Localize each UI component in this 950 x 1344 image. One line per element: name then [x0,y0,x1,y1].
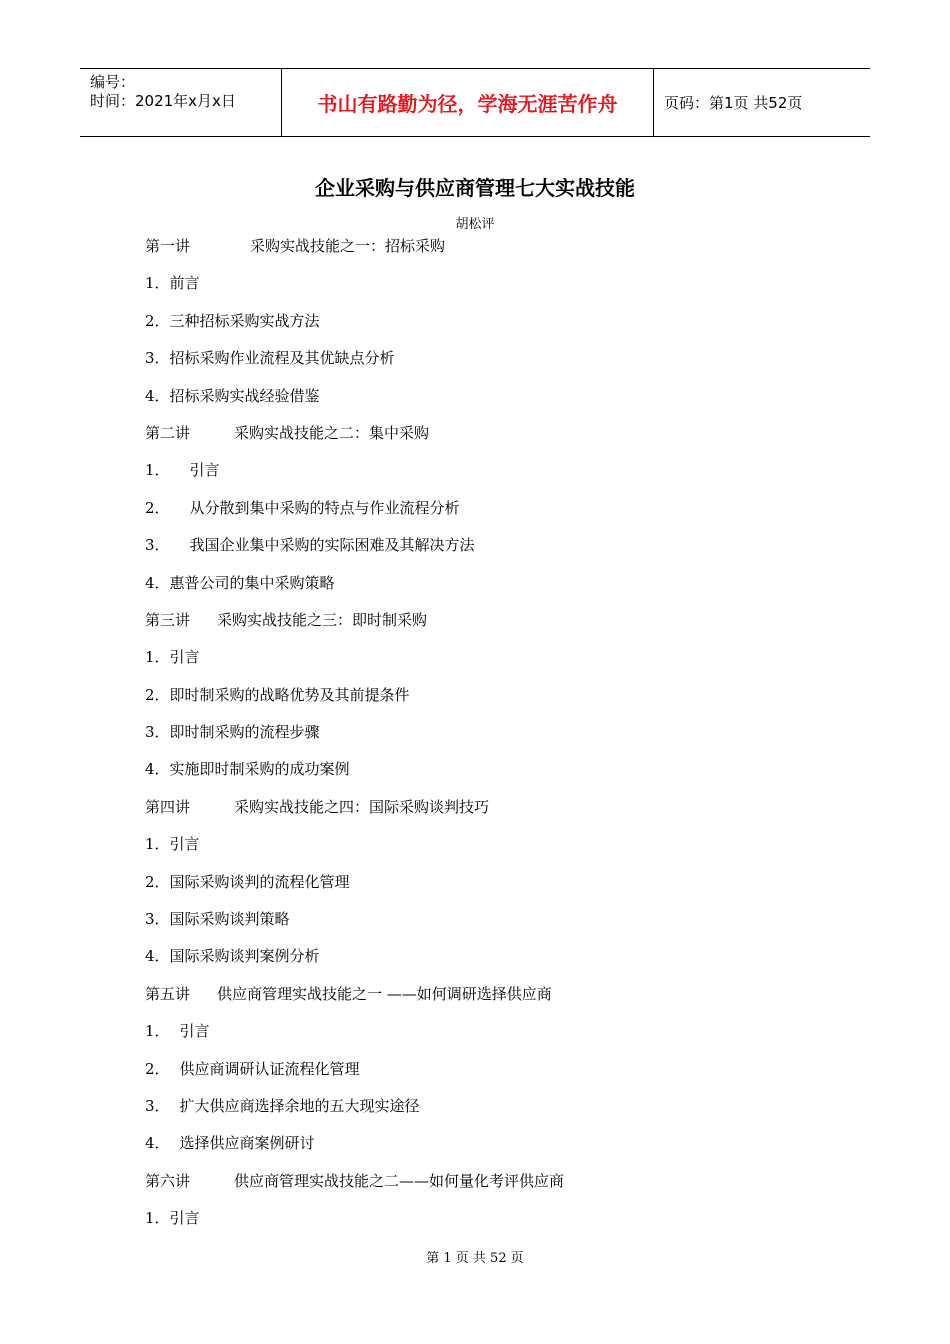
item-text: 引言 [169,648,200,667]
item-text: 即时制采购的流程步骤 [169,723,320,742]
item-text: 采购实战技能之三：即时制采购 [217,610,428,629]
list-item [145,871,845,908]
item-text: 扩大供应商选择余地的五大现实途径 [179,1096,420,1115]
item-text: 采购实战技能之二：集中采购 [234,423,430,442]
item-text: 引言 [189,461,220,480]
list-item [145,534,845,571]
lecture-heading [145,1170,845,1207]
item-text: 采购实战技能之一：招标采购 [250,237,446,255]
item-number: 3． [145,910,170,929]
item-number: 4． [145,760,170,779]
item-number: 4． [145,386,170,405]
page-footer: 第 1 页 共 52 页 [426,1251,524,1266]
item-text: 我国企业集中采购的实际困难及其解决方法 [189,536,475,555]
item-text: 引言 [179,1022,210,1041]
item-number: 第六讲 [145,1171,191,1190]
item-text: 前言 [169,274,200,293]
item-text: 选择供应商案例研讨 [179,1134,315,1153]
list-item [145,459,845,496]
list-item [145,908,845,945]
item-text: 三种招标采购实战方法 [169,311,320,330]
lecture-heading [145,422,845,459]
item-number: 1． [145,648,170,667]
list-item [145,646,845,683]
list-item [145,272,845,309]
item-text: 采购实战技能之四：国际采购谈判技巧 [234,797,490,816]
list-item [145,572,845,609]
item-number: 1． [145,1209,170,1228]
item-number: 2． [145,1059,170,1078]
item-number: 第三讲 [145,610,191,629]
document-time-label: 时间：2021年x月x日 [90,92,236,110]
item-text: 从分散到集中采购的特点与作业流程分析 [189,498,460,517]
item-text: 引言 [169,835,200,854]
list-item [145,310,845,347]
item-number: 1． [145,274,170,293]
item-number: 第五讲 [145,984,191,1003]
item-number: 2． [145,685,170,704]
item-text: 供应商调研认证流程化管理 [179,1059,360,1078]
item-number: 2． [145,872,170,891]
item-number: 1． [145,835,170,854]
item-text: 招标采购作业流程及其优缺点分析 [169,349,395,368]
item-number: 4． [145,573,170,592]
item-number: 2． [145,311,170,330]
item-text: 国际采购谈判的流程化管理 [169,872,350,891]
item-text: 供应商管理实战技能之二——如何量化考评供应商 [234,1171,565,1190]
list-item [145,684,845,721]
list-item [145,758,845,795]
list-item [145,347,845,384]
list-item [145,1095,845,1132]
lecture-heading [145,235,845,272]
item-text: 国际采购谈判策略 [169,910,290,929]
list-item [145,1207,845,1244]
item-number: 2． [145,498,170,517]
table-of-contents [145,235,845,1245]
item-text: 引言 [169,1209,200,1228]
list-item [145,945,845,982]
item-text: 即时制采购的战略优势及其前提条件 [169,685,410,704]
item-number: 第一讲 [145,237,191,255]
item-number: 第四讲 [145,797,191,816]
document-number-label: 编号： [90,73,136,91]
item-number: 第二讲 [145,423,191,442]
list-item [145,721,845,758]
item-number: 3． [145,1096,170,1115]
list-item [145,1132,845,1169]
item-text: 实施即时制采购的成功案例 [169,760,350,779]
list-item [145,1058,845,1095]
header-motto: 书山有路勤为径，学海无涯苦作舟 [281,69,654,136]
list-item [145,497,845,534]
header-meta [80,69,281,136]
item-text: 国际采购谈判案例分析 [169,947,320,966]
document-title: 企业采购与供应商管理七大实战技能 [315,176,635,200]
list-item [145,833,845,870]
item-number: 1． [145,1022,170,1041]
item-number: 1． [145,461,170,480]
lecture-heading [145,796,845,833]
page-header [80,68,870,137]
document-author: 胡松评 [455,217,495,232]
lecture-heading [145,609,845,646]
item-text: 惠普公司的集中采购策略 [169,573,335,592]
item-number: 3． [145,723,170,742]
list-item [145,385,845,422]
item-number: 4． [145,1134,170,1153]
header-page-info: 页码：第1页 共52页 [664,94,803,112]
list-item [145,1020,845,1057]
item-number: 3． [145,536,170,555]
lecture-heading [145,983,845,1020]
item-number: 3． [145,349,170,368]
item-number: 4． [145,947,170,966]
item-text: 供应商管理实战技能之一 ——如何调研选择供应商 [217,984,552,1003]
item-text: 招标采购实战经验借鉴 [169,386,320,405]
